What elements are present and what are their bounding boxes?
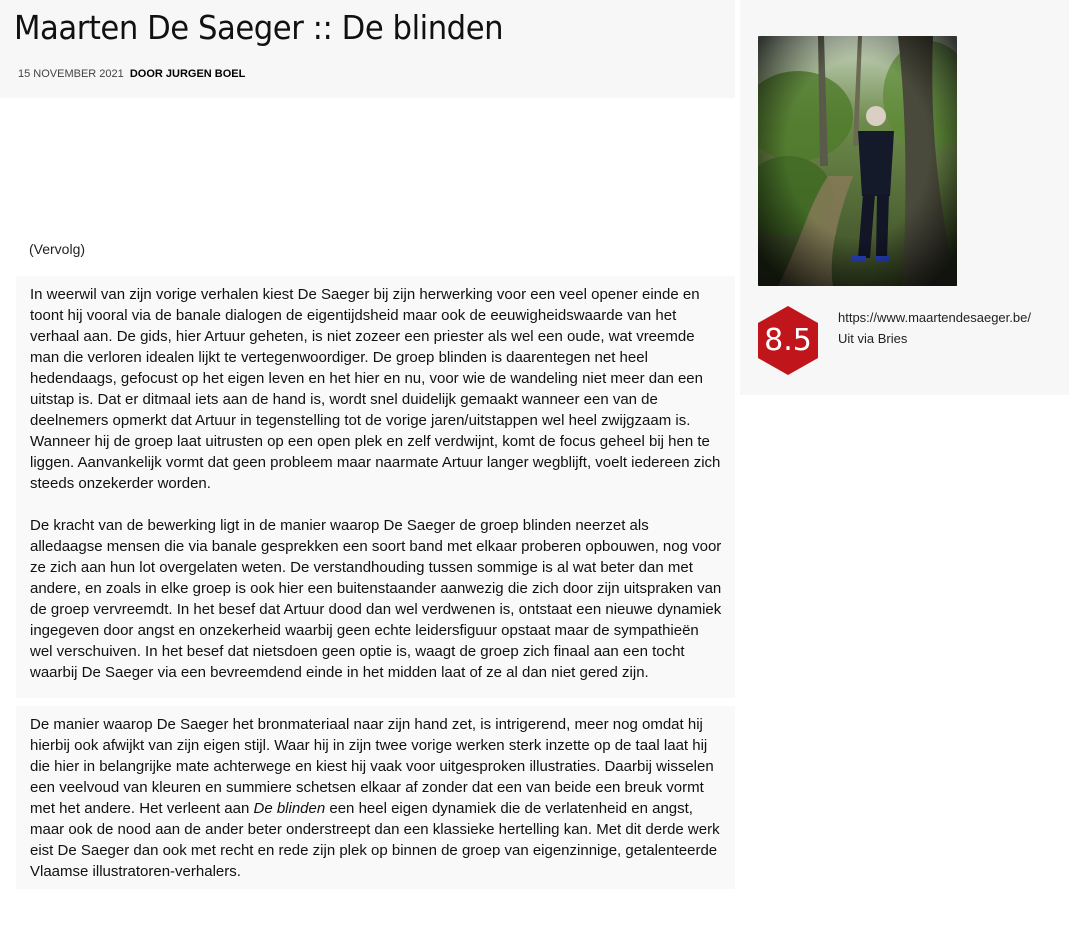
page-title: Maarten De Saeger :: De blinden — [14, 8, 504, 47]
article-header — [0, 0, 735, 98]
author-name: JURGEN BOEL — [165, 68, 246, 80]
ad-space — [16, 98, 735, 276]
block-separator — [16, 698, 735, 706]
website-link[interactable]: https://www.maartendesaeger.be/ — [838, 310, 1031, 325]
paragraph-text: De manier waarop De Saeger het bronmateriaal naar zijn hand zet, is intrigerend, meer nog omdat hij hierbij ook afwijkt van zijn eigen stijl. Waar hij in zijn twee vorige werken sterk inzette op de taal laat hij die hier in belangrijke mate achterwege en kiest hij vaak voor uitgesproken illustraties. Daarbij wisselen een veelvoud van kleuren en summiere schetsen elkaar af zonder dat een van beide een breuk vormt met het andere. Het verleent aan — [30, 716, 714, 817]
article-meta — [18, 68, 245, 80]
book-info — [838, 307, 1031, 349]
book-title: De blinden — [253, 800, 326, 817]
text-block — [16, 276, 735, 698]
score-value: 8.5 — [764, 323, 812, 358]
article-body — [16, 98, 735, 889]
author-photo — [758, 36, 957, 286]
sidebar — [740, 0, 1069, 395]
publish-date: 15 NOVEMBER 2021 — [18, 68, 124, 80]
score-badge — [758, 306, 818, 375]
author-prefix: DOOR — [129, 68, 163, 80]
author-photo-image — [758, 36, 957, 286]
author-byline[interactable] — [130, 68, 246, 80]
paragraph: In weerwil van zijn vorige verhalen kiest De Saeger bij zijn herwerking voor een veel opener einde en toont hij vooral via de banale dialogen de eigentijdsheid maar ook de eeuwigheidswaarde van het verhaal aan. De gids, hier Artuur geheten, is niet zozeer een priester als wel een oude, wat vreemde man die verloren idealen lijkt te vertegenwoordiger. De groep blinden is daarentegen net heel hedendaags, gefocust op het eigen leven en het hier en nu, voor wie de wandeling niet meer dan een uitstap is. Dat er ditmaal iets aan de hand is, wordt snel duidelijk gemaakt wanneer een van de deelnemers opmerkt dat Artuur in tegenstelling tot de vorige jaren/uitstappen wel heel zwijgzaam is. Wanneer hij de groep laat uitrusten op een open plek en zelf verdwijnt, komt de focus geheel bij hen te liggen. Aanvankelijk vormt dat geen probleem maar naarmate Artuur langer wegblijft, voelt iedereen zich steeds onzekerder worden. — [30, 286, 721, 492]
continuation-label: (Vervolg) — [29, 241, 86, 257]
paragraph — [30, 714, 725, 882]
publisher-label: Uit via Bries — [838, 331, 908, 346]
paragraph-text: een heel eigen dynamiek die de verlatenheid en angst, maar ook de nood aan de ander beter onderstreept dan een klassieke hertelling kan. Met dit derde werk eist De Saeger dan ook met recht en rede zijn plek op binnen de groep van eigenzinnige, getalenteerde Vlaamse illustratoren-verhalers. — [30, 800, 720, 880]
text-block — [16, 706, 735, 889]
paragraph: De kracht van de bewerking ligt in de manier waarop De Saeger de groep blinden neerzet als alledaagse mensen die via banale gesprekken een soort band met elkaar proberen opbouwen, nog voor ze zich aan hun lot overgelaten weten. De verstandhouding tussen sommige is al wat beter dan met andere, en zoals in elke groep is ook hier een buitenstaander aanwezig die zich door zijn uitspraken van de groep vervreemdt. In het besef dat Artuur dood dan wel verdwenen is, ontstaat een nieuwe dynamiek ingegeven door angst en onzekerheid waarbij geen echte leidersfiguur opstaat maar de sympathieën wel verschuiven. In het besef dat nietsdoen geen optie is, waagt de groep zich finaal aan een tocht waarbij De Saeger via een bevreemdend einde in het midden laat of ze al dan niet gered zijn. — [30, 517, 722, 681]
